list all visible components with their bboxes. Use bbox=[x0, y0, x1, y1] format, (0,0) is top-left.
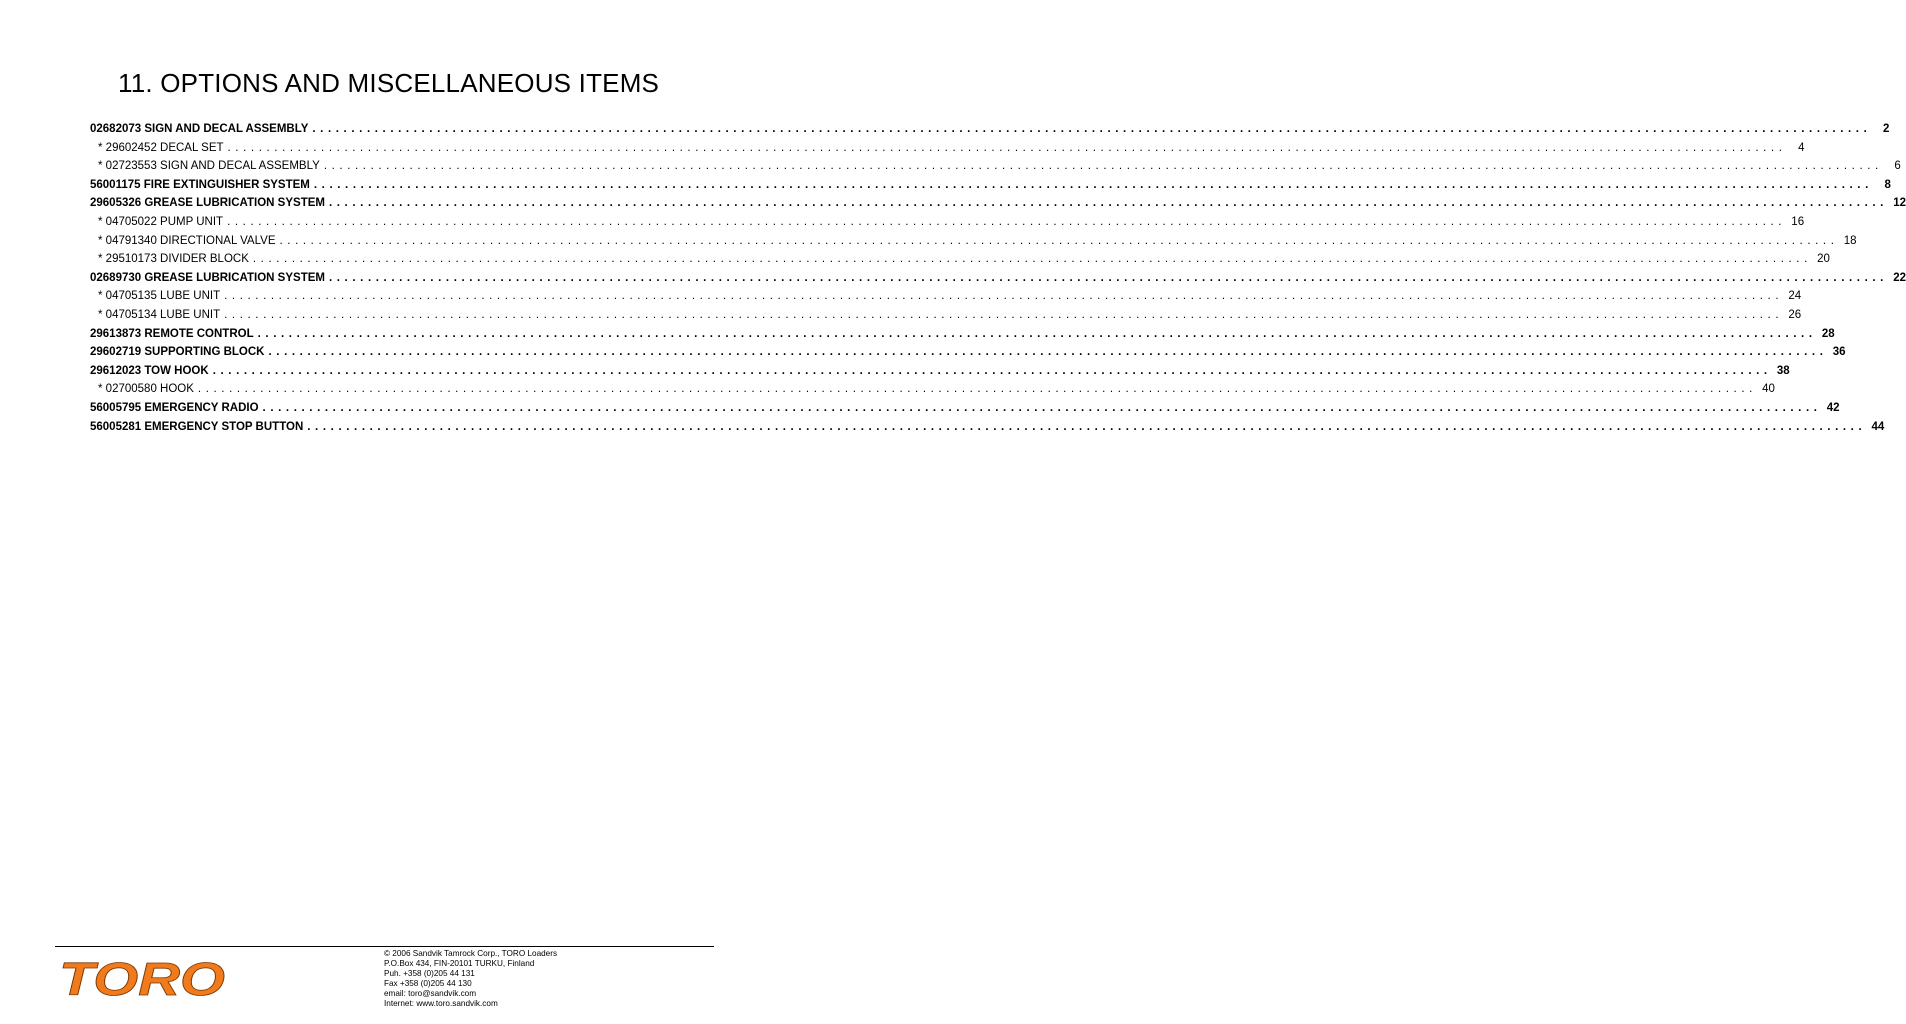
toc-subentry bbox=[90, 141, 1805, 161]
toc-page-number: 44 bbox=[1871, 420, 1885, 433]
toc-entry-label: 29602719 SUPPORTING BLOCK bbox=[90, 346, 265, 359]
dot-leader: ........................................................................................................................................................................................................ bbox=[262, 401, 1822, 414]
toc-entry bbox=[90, 178, 1891, 198]
toc-subentry bbox=[90, 290, 1802, 309]
toc-entry bbox=[90, 346, 1846, 365]
toc-entry-label: * 02723553 SIGN AND DECAL ASSEMBLY bbox=[98, 160, 320, 173]
toc-entry-label: * 04705134 LUBE UNIT bbox=[98, 308, 221, 321]
toc-subentry bbox=[90, 215, 1805, 235]
address-line: email: toro@sandvik.com bbox=[384, 989, 477, 999]
toc-subentry bbox=[90, 253, 1830, 272]
toc-subentry bbox=[90, 383, 1775, 402]
toc-entry-label: * 04705022 PUMP UNIT bbox=[98, 215, 224, 228]
toc-page-number: 24 bbox=[1788, 290, 1802, 303]
toc-page-number: 16 bbox=[1791, 215, 1805, 228]
toc-entry-label: * 29602452 DECAL SET bbox=[98, 141, 224, 154]
toc-entry bbox=[90, 197, 1906, 216]
toc-entry bbox=[90, 327, 1835, 347]
toc-entry-label: * 29510173 DIVIDER BLOCK bbox=[98, 253, 249, 266]
dot-leader: ........................................................................................................................................................................................................ bbox=[279, 234, 1839, 247]
page-title: 11. OPTIONS AND MISCELLANEOUS ITEMS bbox=[118, 68, 660, 98]
table-of-contents bbox=[90, 123, 1906, 439]
dot-leader: ........................................................................................................................................................................................................ bbox=[224, 290, 1784, 303]
toc-entry-label: 02682073 SIGN AND DECAL ASSEMBLY bbox=[90, 123, 309, 135]
toc-subentry bbox=[90, 308, 1802, 328]
address-line: © 2006 Sandvik Tamrock Corp., TORO Loaders bbox=[384, 949, 558, 958]
toc-entry-label: 29605326 GREASE LUBRICATION SYSTEM bbox=[90, 197, 325, 210]
dot-leader: ........................................................................................................................................................................................................ bbox=[323, 160, 1883, 173]
toc-page-number: 20 bbox=[1817, 253, 1830, 266]
toc-entry-label: 29613873 REMOTE CONTROL bbox=[90, 327, 254, 340]
toc-entry-label: * 04791340 DIRECTIONAL VALVE bbox=[98, 234, 276, 247]
dot-leader: ........................................................................................................................................................................................................ bbox=[224, 308, 1784, 321]
footer-divider bbox=[55, 946, 714, 947]
toc-entry-label: * 02700580 HOOK bbox=[98, 383, 194, 396]
toro-logo bbox=[57, 953, 229, 1005]
toc-page-number: 8 bbox=[1884, 178, 1891, 191]
footer-address bbox=[384, 949, 557, 1010]
dot-leader: ........................................................................................................................................................................................................ bbox=[197, 383, 1757, 396]
toc-page-number: 6 bbox=[1894, 160, 1901, 173]
toc-page-number: 2 bbox=[1882, 123, 1890, 135]
dot-leader: ........................................................................................................................................................................................................ bbox=[227, 215, 1787, 228]
dot-leader: ........................................................................................................................................................................................................ bbox=[268, 346, 1828, 359]
toc-page-number: 18 bbox=[1843, 234, 1857, 247]
dot-leader: ........................................................................................................................................................................................................ bbox=[307, 420, 1867, 433]
toc-page-number: 26 bbox=[1788, 308, 1802, 321]
toc-subentry bbox=[90, 234, 1857, 254]
address-line: Fax +358 (0)205 44 130 bbox=[384, 979, 472, 989]
toc-entry bbox=[90, 123, 1890, 142]
toc-entry-label: 56001175 FIRE EXTINGUISHER SYSTEM bbox=[90, 178, 310, 191]
toc-page-number: 42 bbox=[1826, 401, 1840, 414]
toc-entry bbox=[90, 364, 1790, 384]
dot-leader: ........................................................................................................................................................................................................ bbox=[312, 123, 1872, 135]
address-line: P.O.Box 434, FIN-20101 TURKU, Finland bbox=[384, 959, 535, 969]
toc-page-number: 22 bbox=[1893, 271, 1906, 284]
dot-leader: ........................................................................................................................................................................................................ bbox=[212, 364, 1772, 377]
toc-page-number: 36 bbox=[1832, 346, 1846, 359]
dot-leader: ........................................................................................................................................................................................................ bbox=[313, 178, 1873, 191]
toc-entry-label: * 04705135 LUBE UNIT bbox=[98, 290, 221, 303]
toc-entry bbox=[90, 420, 1885, 440]
toc-entry bbox=[90, 271, 1906, 291]
dot-leader: ........................................................................................................................................................................................................ bbox=[257, 327, 1817, 340]
toc-subentry bbox=[90, 160, 1901, 179]
address-line: Puh. +358 (0)205 44 131 bbox=[384, 969, 475, 979]
toc-entry-label: 02689730 GREASE LUBRICATION SYSTEM bbox=[90, 271, 325, 284]
dot-leader: ........................................................................................................................................................................................................ bbox=[252, 253, 1812, 266]
dot-leader: ........................................................................................................................................................................................................ bbox=[227, 141, 1787, 154]
toc-page-number: 12 bbox=[1893, 197, 1906, 210]
toc-page-number: 38 bbox=[1776, 364, 1790, 377]
toc-entry-label: 56005795 EMERGENCY RADIO bbox=[90, 401, 259, 414]
dot-leader: ........................................................................................................................................................................................................ bbox=[328, 197, 1888, 210]
logo-wordmark: TORO bbox=[59, 953, 226, 1005]
toc-page-number: 28 bbox=[1821, 327, 1835, 340]
toc-entry-label: 56005281 EMERGENCY STOP BUTTON bbox=[90, 420, 304, 433]
toc-page-number: 40 bbox=[1762, 383, 1775, 396]
dot-leader: ........................................................................................................................................................................................................ bbox=[328, 271, 1888, 284]
toc-entry bbox=[90, 401, 1840, 421]
address-line: Internet: www.toro.sandvik.com bbox=[384, 999, 498, 1009]
toc-page-number: 4 bbox=[1798, 141, 1805, 154]
toc-entry-label: 29612023 TOW HOOK bbox=[90, 364, 209, 377]
